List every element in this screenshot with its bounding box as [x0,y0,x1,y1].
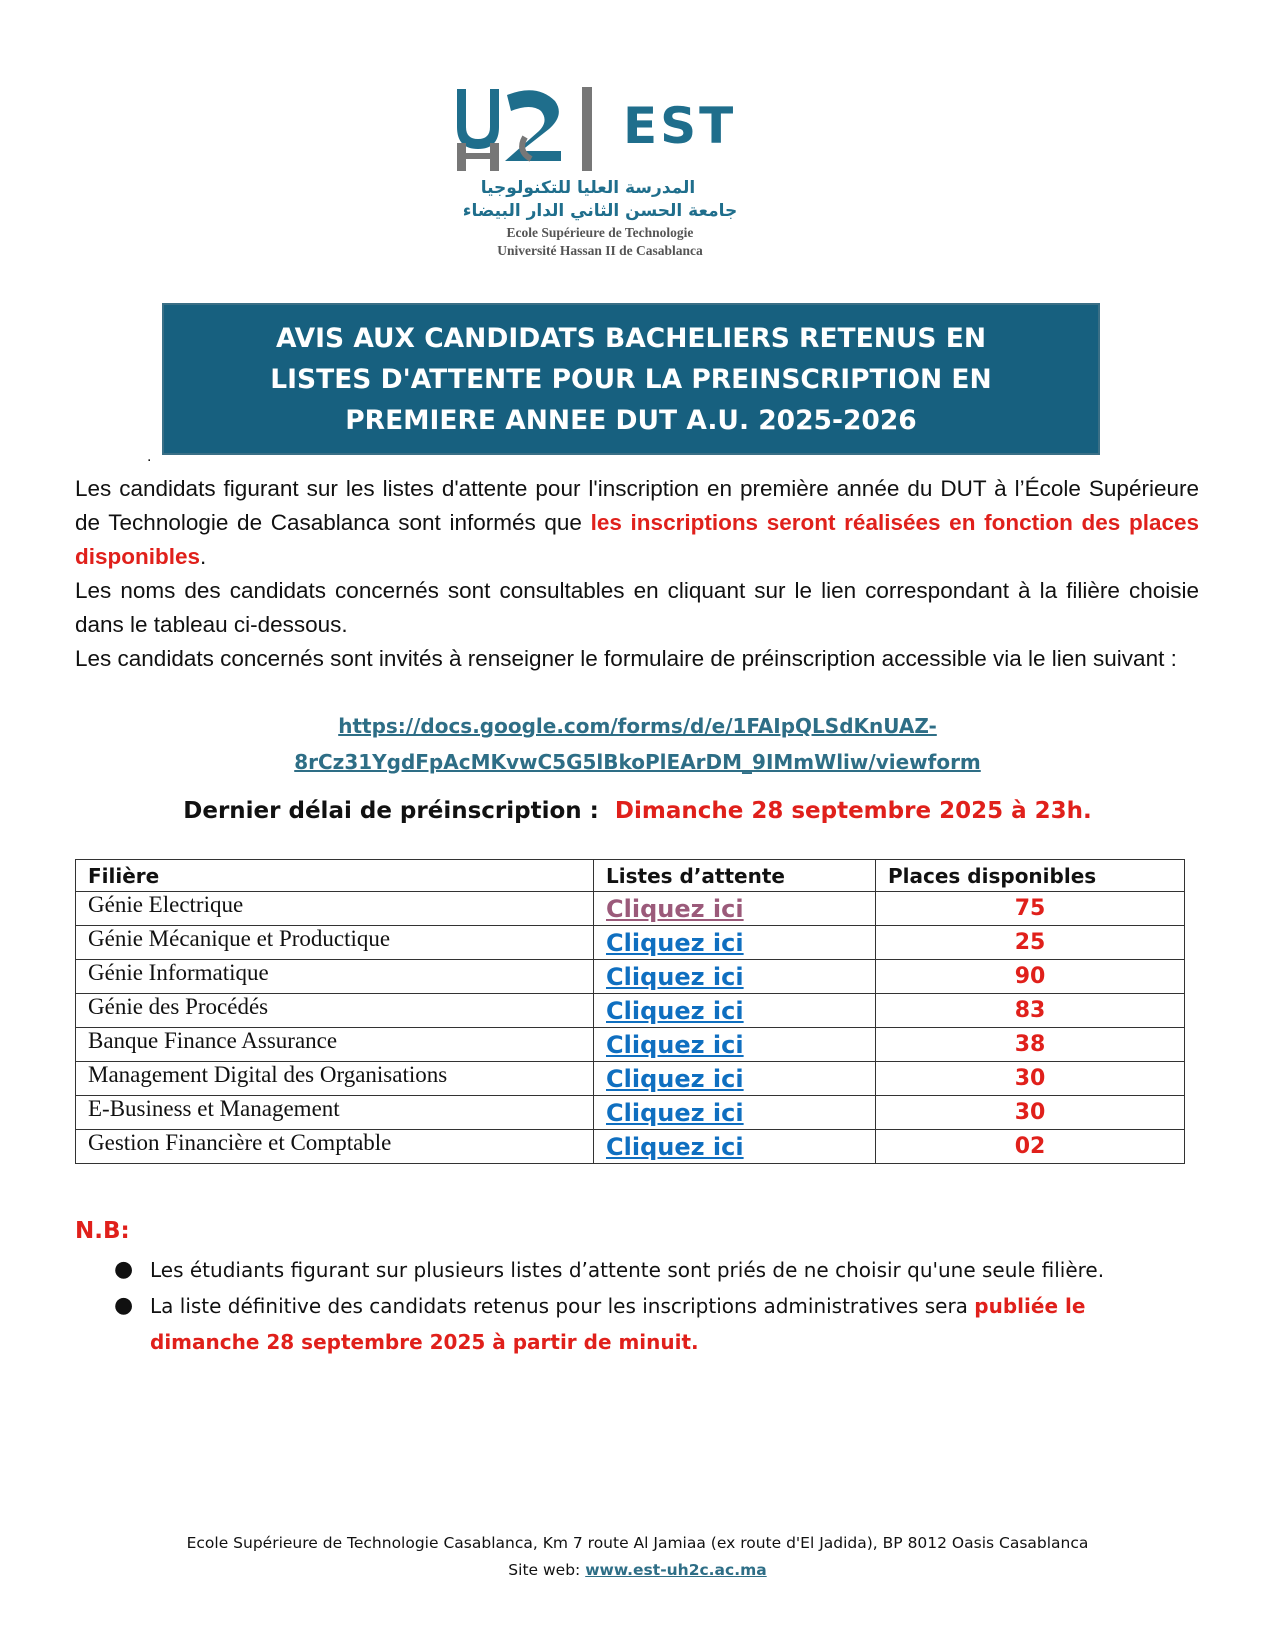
preinscription-form-link[interactable] [294,714,981,774]
filiere-name: Génie Informatique [76,960,594,994]
waitlist-link-cell [594,926,876,960]
intro-paragraph-2: Les noms des candidats concernés sont consultables en cliquant sur le lien correspondant à la filière choisie dans le tableau ci-dessous. [75,578,1199,637]
logo-arabic-university-name: جامعة الحسن الثاني الدار البيضاء [462,201,738,221]
waitlist-link-cell [594,892,876,926]
filiere-name: Génie Electrique [76,892,594,926]
places-count: 38 [876,1028,1185,1062]
nb-item-2-highlight: publiée le dimanche 28 septembre 2025 à partir de minuit. [150,1294,1086,1354]
header-places-disponibles: Places disponibles [876,860,1185,892]
nb-item [110,1288,1190,1360]
footer-site-line [0,1557,1275,1584]
stray-dot: . [147,448,152,465]
form-link-block [0,708,1275,780]
form-link-line-1: https://docs.google.com/forms/d/e/1FAIpQLSdKnUAZ- [338,714,937,738]
places-count: 90 [876,960,1185,994]
waitlist-link[interactable]: Cliquez ici [606,1132,744,1161]
nb-item [110,1252,1190,1288]
places-count: 75 [876,892,1185,926]
table-row [76,994,1185,1028]
intro-p1-end: . [200,544,207,569]
logo-french-school-name: Ecole Supérieure de Technologie [506,225,694,240]
uh2-logo-mark-icon [455,85,595,175]
footer-address: Ecole Supérieure de Technologie Casablanca, Km 7 route Al Jamiaa (ex route d'El Jadida), BP 8012 Oasis Casablanca [186,1534,1089,1552]
waitlist-link[interactable]: Cliquez ici [606,1098,744,1127]
page-footer [0,1530,1275,1584]
logo-french-university-name: Université Hassan II de Casablanca [497,243,703,258]
waitlist-link[interactable]: Cliquez ici [606,996,744,1025]
places-count: 83 [876,994,1185,1028]
deadline-value: Dimanche 28 septembre 2025 à 23h. [614,798,1092,824]
footer-site-label: Site web: [508,1561,586,1579]
notice-title: AVIS AUX CANDIDATS BACHELIERS RETENUS EN LISTES D'ATTENTE POUR LA PREINSCRIPTION EN PREMIERE ANNEE DUT A.U. 2025-2026 [270,322,992,436]
intro-text [75,472,1199,676]
table-row [76,960,1185,994]
waitlist-link-cell [594,1028,876,1062]
table-row [76,926,1185,960]
waitlist-link[interactable]: Cliquez ici [606,1064,744,1093]
notice-banner [162,303,1100,455]
table-row [76,892,1185,926]
waitlist-link-cell [594,1096,876,1130]
table-row [76,1028,1185,1062]
header-filiere: Filière [76,860,594,892]
places-count: 02 [876,1130,1185,1164]
school-logo [455,85,745,265]
intro-p1-highlight: les inscriptions seront réalisées en fonction des places disponibles [75,510,1199,569]
bullet-icon: ● [114,1257,134,1282]
places-count: 30 [876,1096,1185,1130]
logo-arabic-school-name: المدرسة العليا للتكنولوجيا [480,178,696,198]
form-link-line-2: 8rCz31YgdFpAcMKvwC5G5lBkoPlEArDM_9IMmWliw/viewform [294,750,981,774]
waitlist-link[interactable]: Cliquez ici [606,1030,744,1059]
filiere-name: E-Business et Management [76,1096,594,1130]
waitlist-link-cell [594,1062,876,1096]
est-brand-text: EST [623,97,737,155]
deadline-label: Dernier délai de préinscription : [183,798,599,824]
filiere-name: Génie des Procédés [76,994,594,1028]
intro-paragraph-1 [75,472,1199,574]
table-row [76,1130,1185,1164]
nb-item-1-text: Les étudiants figurant sur plusieurs listes d’attente sont priés de ne choisir qu'une seule filière. [150,1258,1105,1282]
deadline-line [0,798,1275,824]
nb-list [110,1252,1190,1360]
places-count: 30 [876,1062,1185,1096]
intro-paragraph-3: Les candidats concernés sont invités à renseigner le formulaire de préinscription accessible via le lien suivant : [75,646,1177,671]
bullet-icon: ● [114,1293,134,1318]
waitlist-link[interactable]: Cliquez ici [606,962,744,991]
intro-p1-text: Les candidats figurant sur les listes d'attente pour l'inscription en première année du DUT à l’École Supérieure de Technologie de Casablanca sont informés que [75,476,1199,535]
filieres-table [75,859,1185,1164]
waitlist-link-cell [594,960,876,994]
table-row [76,1096,1185,1130]
filiere-name: Gestion Financière et Comptable [76,1130,594,1164]
nb-item-2-text: La liste définitive des candidats retenus pour les inscriptions administratives sera [150,1294,975,1318]
website-link[interactable]: www.est-uh2c.ac.ma [585,1561,767,1579]
nb-title: N.B: [75,1218,130,1244]
places-count: 25 [876,926,1185,960]
table-header-row [76,860,1185,892]
filiere-name: Management Digital des Organisations [76,1062,594,1096]
waitlist-link-cell [594,1130,876,1164]
filiere-name: Génie Mécanique et Productique [76,926,594,960]
waitlist-link[interactable]: Cliquez ici [606,894,744,923]
header-listes-attente: Listes d’attente [594,860,876,892]
waitlist-link[interactable]: Cliquez ici [606,928,744,957]
filiere-name: Banque Finance Assurance [76,1028,594,1062]
waitlist-link-cell [594,994,876,1028]
table-row [76,1062,1185,1096]
